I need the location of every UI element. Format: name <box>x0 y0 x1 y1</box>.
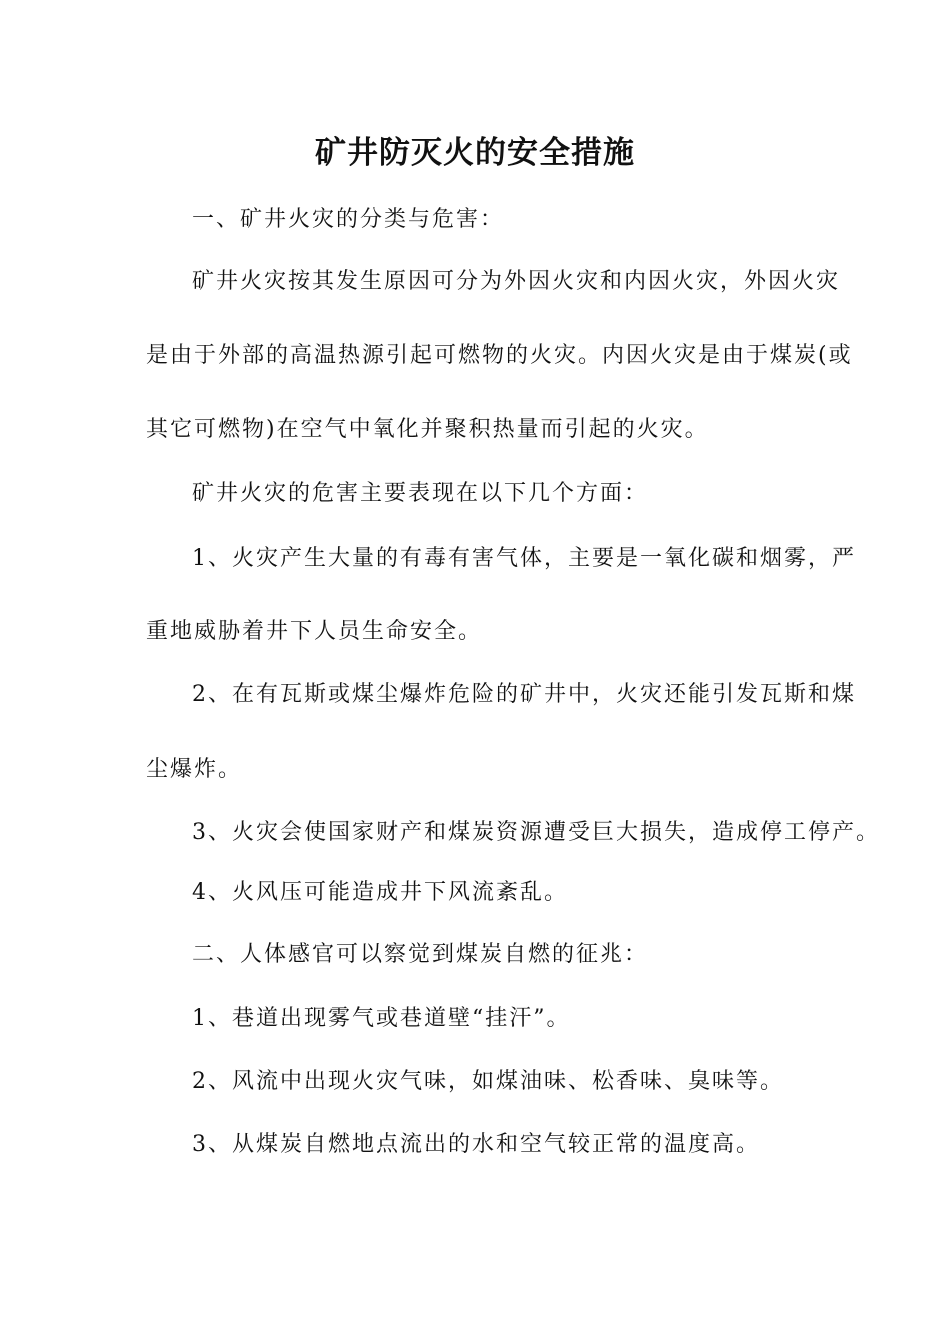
list-item-continued: 重地威胁着井下人员生命安全。 <box>146 619 483 644</box>
list-item: 1、火灾产生大量的有毒有害气体，主要是一氧化碳和烟雾，严 <box>192 546 856 571</box>
paragraph-line: 矿井火灾的危害主要表现在以下几个方面： <box>192 481 649 506</box>
list-item: 4、火风压可能造成井下风流紊乱。 <box>192 880 568 905</box>
list-item: 2、在有瓦斯或煤尘爆炸危险的矿井中，火灾还能引发瓦斯和煤 <box>192 682 856 707</box>
section-heading-1: 一、矿井火灾的分类与危害： <box>192 207 505 232</box>
paragraph-line: 矿井火灾按其发生原因可分为外因火灾和内因火灾，外因火灾 <box>192 269 841 294</box>
list-item: 2、风流中出现火灾气味，如煤油味、松香味、臭味等。 <box>192 1069 784 1094</box>
paragraph-line: 是由于外部的高温热源引起可燃物的火灾。内因火灾是由于煤炭(或 <box>146 343 853 368</box>
section-heading-2: 二、人体感官可以察觉到煤炭自燃的征兆： <box>192 942 649 967</box>
list-item: 1、巷道出现雾气或巷道壁“挂汗”。 <box>192 1006 571 1031</box>
list-item: 3、从煤炭自燃地点流出的水和空气较正常的温度高。 <box>192 1132 760 1157</box>
page-title: 矿井防灭火的安全措施 <box>315 135 635 171</box>
list-item: 3、火灾会使国家财产和煤炭资源遭受巨大损失，造成停工停产。 <box>192 820 880 845</box>
list-item-continued: 尘爆炸。 <box>146 757 243 782</box>
paragraph-line: 其它可燃物)在空气中氧化并聚积热量而引起的火灾。 <box>146 417 709 442</box>
